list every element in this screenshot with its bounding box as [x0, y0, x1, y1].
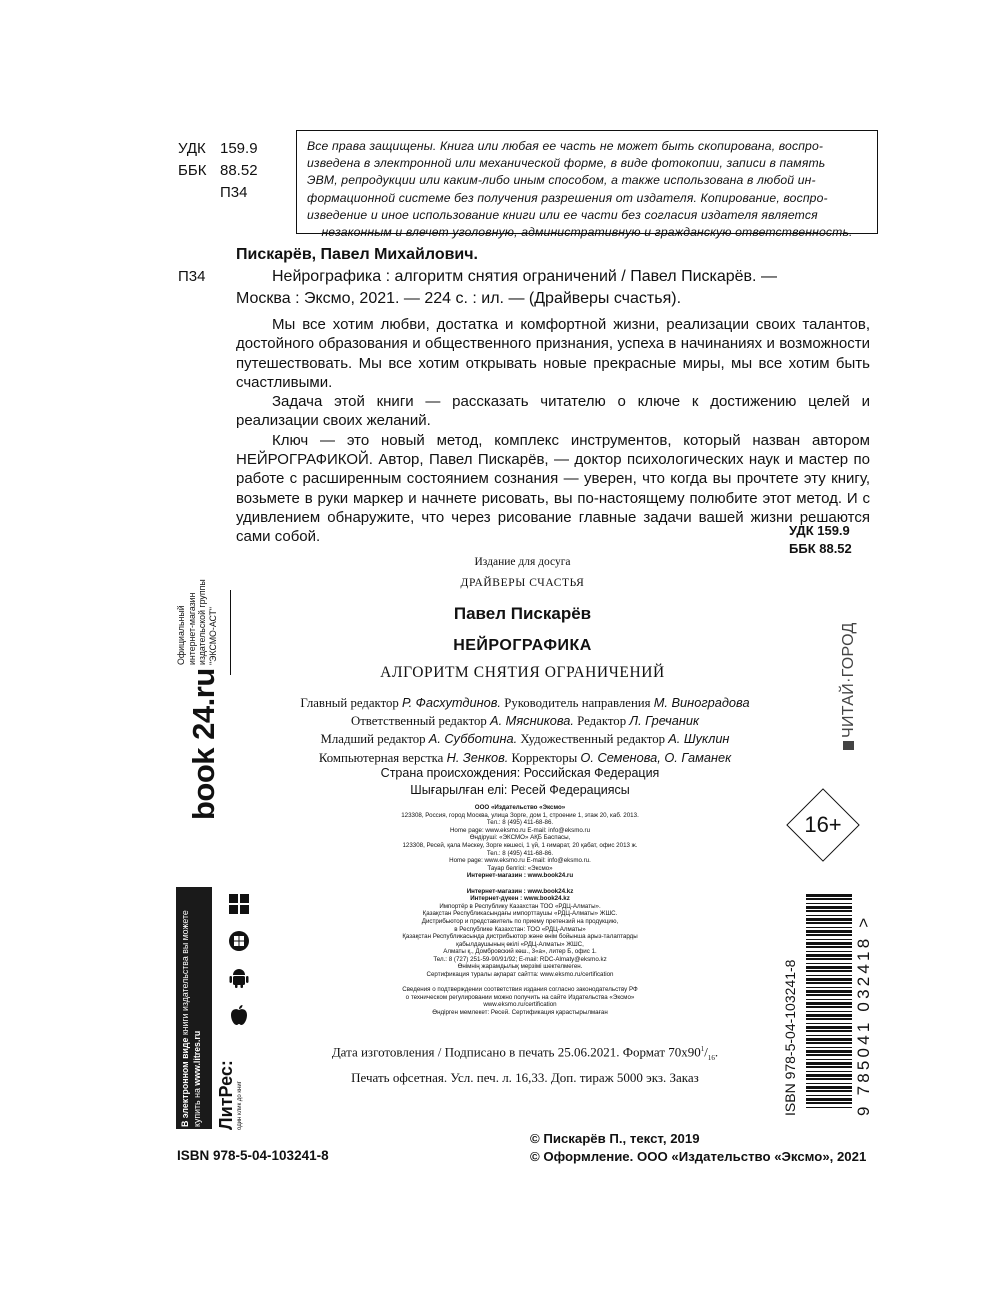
publisher-line: Қазақстан Республикасындағы импорттаушы «РДЦ-Алматы» ЖШС. [422, 910, 618, 918]
publisher-line: Қазақстан Республикасында дистрибьютор және өнім бойынша арыз-талаптарды [402, 933, 638, 941]
udk-value: 159.9 [220, 140, 258, 157]
publisher-line: Интернет-дүкен : www.book24.kz [470, 895, 570, 903]
isbn-barcode [782, 890, 872, 1116]
publisher-line: Тел.: 8 (727) 251-59-90/91/92; E-mail: RDC-Almaty@eksmo.kz [433, 955, 607, 963]
print-line-2: Печать офсетная. Усл. печ. л. 16,33. Доп. тираж 5000 экз. Заказ [351, 1069, 699, 1085]
rights-line: ЭВМ, репродукции или каким-либо иным способом, а также использована в любой ин- [307, 173, 816, 188]
copyright-text: © Пискарёв П., текст, 2019 [530, 1131, 700, 1146]
barcode-bar [806, 939, 852, 940]
publisher-line: Өнімнің жарамдылық мерзімі шектелмеген. [457, 963, 583, 971]
barcode-bar [806, 970, 852, 972]
publisher-line: Алматы қ., Домбровский көш., 3«а», литер Б, офис 1. [443, 948, 597, 956]
barcode-bar [806, 898, 852, 900]
barcode-bar [806, 966, 852, 969]
bbk-label: ББК [178, 162, 207, 179]
book24-tagline: Официальный интернет-магазин издательской группы "ЭКСМО-АСТ" [176, 579, 218, 665]
age-rating: 16+ [784, 786, 862, 864]
annotation-paragraph: Задача этой книги — рассказать читателю о ключе к достижению целей и реализации своих желаний. [236, 393, 870, 430]
barcode-bar [806, 1054, 852, 1056]
divider [230, 590, 231, 675]
biblio-line-2: Москва : Эксмо, 2021. — 224 с. : ил. — (Драйверы счастья). [236, 290, 682, 307]
barcode-bar [806, 1083, 852, 1084]
publisher-line: Импортёр в Республику Казахстан ТОО «РДЦ-Алматы». [439, 902, 601, 910]
barcode-bar [806, 1062, 852, 1065]
barcode-bar [806, 999, 852, 1000]
copyright-design: © Оформление. ООО «Издательство «Эксмо», 2021 [530, 1149, 867, 1164]
origin-kz: Шығарылған елі: Ресей Федерациясы [410, 783, 630, 797]
barcode-bar [806, 1030, 852, 1032]
apple-icon [228, 1004, 250, 1026]
classification-codes-right [789, 522, 859, 558]
publisher-line: қабылдаушының өкілі «РДЦ-Алматы» ЖШС, [456, 940, 584, 948]
barcode-bar [806, 951, 852, 952]
publisher-line: Home page: www.eksmo.ru E-mail: info@eksmo.ru [449, 826, 591, 834]
barcode-bar [806, 1074, 852, 1077]
barcode-bar [806, 1035, 852, 1036]
biblio-line-1: Нейрографика : алгоритм снятия ограничений / Павел Пискарёв. — [272, 268, 777, 285]
barcode-bar [806, 918, 852, 921]
barcode-isbn-label: ISBN 978-5-04-103241-8 [782, 959, 798, 1116]
barcode-bar [806, 1090, 852, 1092]
barcode-bar [806, 1006, 852, 1008]
author-mark: П34 [220, 184, 248, 201]
publisher-line: Сертификация туралы ақпарат сайтта: www.eksmo.ru/certification [426, 971, 614, 979]
annotation-paragraph: Ключ — это новый метод, комплекс инструментов, который назван автором НЕЙРОГРАФИКОЙ. Автор, Павел Пискарёв, — доктор психологических наук и мастер по работе с расширенным состоянием сознания — уверен, что когда вы прочтете эту книгу, возьмете в руки маркер и начнете рисовать, вы по-настоящему полюбите этот метод. И с удивлением обнаружите, что через рисование главные задачи вашей жизни решаются сами собой. [236, 431, 870, 546]
publisher-line: Интернет-магазин : www.book24.kz [466, 887, 574, 895]
publisher-line: 123308, Ресей, қала Мәскеу, Зорге көшесі, 1 үй, 1 ғимарат, 20 қабат, офис 2013 ж. [402, 841, 638, 849]
barcode-bar [806, 1059, 852, 1060]
barcode-bar [806, 1071, 852, 1072]
barcode-bar [806, 1018, 852, 1020]
barcode-bar [806, 1026, 852, 1029]
chitai-mark-icon [843, 741, 854, 750]
barcode-bar [806, 1086, 852, 1089]
biblio-description [236, 266, 876, 310]
origin-ru: Страна происхождения: Российская Федерация [380, 766, 660, 780]
android-icon [228, 967, 250, 989]
barcode-bar [806, 1066, 852, 1068]
store-icons [228, 893, 254, 1041]
editor-line: Главный редактор Р. Фасхутдинов. Руководитель направления М. Виноградова [300, 695, 750, 710]
barcode-bar [806, 975, 852, 976]
publisher-line: Тел.: 8 (495) 411-68-86. [486, 849, 554, 857]
barcode-bar [806, 1038, 852, 1041]
barcode-bar [806, 906, 852, 909]
print-info [300, 1040, 750, 1087]
barcode-bar [806, 927, 852, 928]
edition-type: Издание для досуга [474, 556, 571, 568]
barcode-bar [806, 1002, 852, 1005]
barcode-bar [806, 987, 852, 988]
annotation-paragraph: Мы все хотим любви, достатка и комфортной жизни, реализации своих талантов, достойного образования и общественного признания, успеха в начинаниях и возможности путешествовать. Мы все хотим открывать новые прекрасные миры, мы все хотим быть счастливыми. [236, 316, 870, 391]
barcode-bar [806, 946, 852, 948]
barcode-bar [806, 978, 852, 981]
publisher-line: Интернет-магазин : www.book24.ru [466, 872, 574, 880]
publisher-line: 123308, Россия, город Москва, улица Зорге, дом 1, строение 1, этаж 20, каб. 2013. [401, 811, 639, 819]
publisher-info [360, 804, 680, 1017]
book-subtitle: АЛГОРИТМ СНЯТИЯ ОГРАНИЧЕНИЙ [380, 664, 665, 681]
annotation [236, 315, 870, 547]
barcode-bar [806, 994, 852, 996]
biblio-author-heading: Пискарёв, Павел Михайлович. [236, 246, 478, 263]
barcode-bar [806, 963, 852, 964]
book-title: НЕЙРОГРАФИКА [453, 637, 592, 654]
barcode-bar [806, 1042, 852, 1044]
publisher-line [360, 979, 680, 987]
publisher-line [360, 880, 680, 888]
udk-label: УДК [178, 140, 206, 157]
publisher-line: Тел.: 8 (495) 411-68-86. [486, 819, 554, 827]
litres-banner: В электронном виде книги издательства вы можете купить на www.litres.ru [176, 887, 212, 1129]
editor-line: Младший редактор А. Субботина. Художественный редактор А. Шуклин [320, 731, 730, 747]
chitai-gorod-logo[interactable]: ЧИТАЙ·ГОРОД [838, 610, 868, 750]
editor-line: Компьютерная верстка Н. Зенков. Корректоры О. Семенова, О. Гаманек [318, 749, 732, 765]
udk-right: УДК 159.9 [789, 523, 850, 538]
country-of-origin [350, 765, 690, 799]
barcode-bar [806, 1102, 852, 1104]
author-name: Павел Пискарёв [453, 604, 592, 623]
barcode-bar [806, 1047, 852, 1048]
barcode-bar [806, 982, 852, 984]
copyright [530, 1130, 866, 1166]
bbk-right: ББК 88.52 [789, 541, 852, 556]
barcode-bar [806, 934, 852, 936]
publisher-line: о техническом регулировании можно получить на сайте Издательства «Эксмо» [405, 993, 635, 1001]
barcode-bar [806, 1014, 852, 1017]
barcode-bar [806, 1023, 852, 1024]
series-name: ДРАЙВЕРЫ СЧАСТЬЯ [460, 577, 585, 589]
publisher-line: Сведения о подтверждении соответствия издания согласно законодательству РФ [402, 986, 638, 994]
publisher-line: Дистрибьютор и представитель по приему претензий на продукцию, [421, 917, 619, 925]
barcode-bar [806, 1050, 852, 1053]
barcode-bar [806, 1078, 852, 1080]
publisher-line: Өндіруші: «ЭКСМО» АҚБ Баспасы, [469, 834, 571, 842]
barcode-bar [806, 990, 852, 993]
rights-line: формационной системе без получения разрешения от издателя. Копирование, воспро- [307, 190, 828, 205]
publisher-line: Өндірген мемлекет: Ресей. Сертификация қарастырылмаған [432, 1009, 608, 1017]
rights-line: Все права защищены. Книга или любая ее часть не может быть скопирована, воспро- [307, 139, 824, 153]
publisher-line: www.eksmo.ru/certification [483, 1001, 557, 1009]
barcode-bar [806, 1107, 852, 1108]
barcode-bar [806, 915, 852, 916]
litres-logo[interactable]: ЛитРес: один клик до книг [216, 1060, 243, 1130]
publisher-line: в Республике Казахстан: ТОО «РДЦ-Алматы» [454, 925, 586, 933]
barcode-bar [806, 1095, 852, 1096]
classification-codes [178, 138, 258, 204]
print-line-1: Дата изготовления / Подписано в печать 25.06.2021. Формат $70x90^1/_{16}$. [331, 1044, 719, 1062]
biblio-mark: П34 [178, 268, 206, 285]
barcode-bar [806, 910, 852, 912]
book24-logo[interactable]: book 24.ru [186, 668, 221, 820]
publisher-line: Тауар белгісі: «Эксмо» [487, 864, 553, 872]
barcode-bars [806, 890, 854, 1116]
rights-line: изведена в электронной или механической форме, в виде фотокопии, записи в память [307, 156, 826, 171]
publisher-line: Home page: www.eksmo.ru E-mail: info@eksmo.ru. [449, 857, 591, 865]
barcode-bar [806, 954, 852, 957]
barcode-digits: 9 785041 032418 > [854, 914, 873, 1116]
rights-notice-box [296, 130, 878, 240]
editor-line: Ответственный редактор А. Мясникова. Редактор Л. Гречаник [350, 713, 700, 729]
rights-line: изведение и иное использование книги или ее части без согласия издателя является [307, 207, 818, 222]
windows-phone-icon [228, 930, 250, 952]
editorial-credits [260, 694, 790, 767]
isbn-bottom: ISBN 978-5-04-103241-8 [177, 1148, 329, 1163]
barcode-bar [806, 958, 852, 960]
barcode-bar [806, 1011, 852, 1012]
barcode-bar [806, 894, 852, 897]
barcode-bar [806, 942, 852, 945]
publisher-line: ООО «Издательство «Эксмо» [474, 804, 566, 811]
barcode-bar [806, 903, 852, 904]
bbk-value: 88.52 [220, 162, 258, 179]
rights-line: незаконным и влечет уголовную, административную и гражданскую ответственность. [321, 225, 853, 240]
windows-icon [228, 893, 250, 915]
barcode-bar [806, 930, 852, 933]
barcode-bar [806, 1098, 852, 1101]
barcode-bar [806, 922, 852, 924]
